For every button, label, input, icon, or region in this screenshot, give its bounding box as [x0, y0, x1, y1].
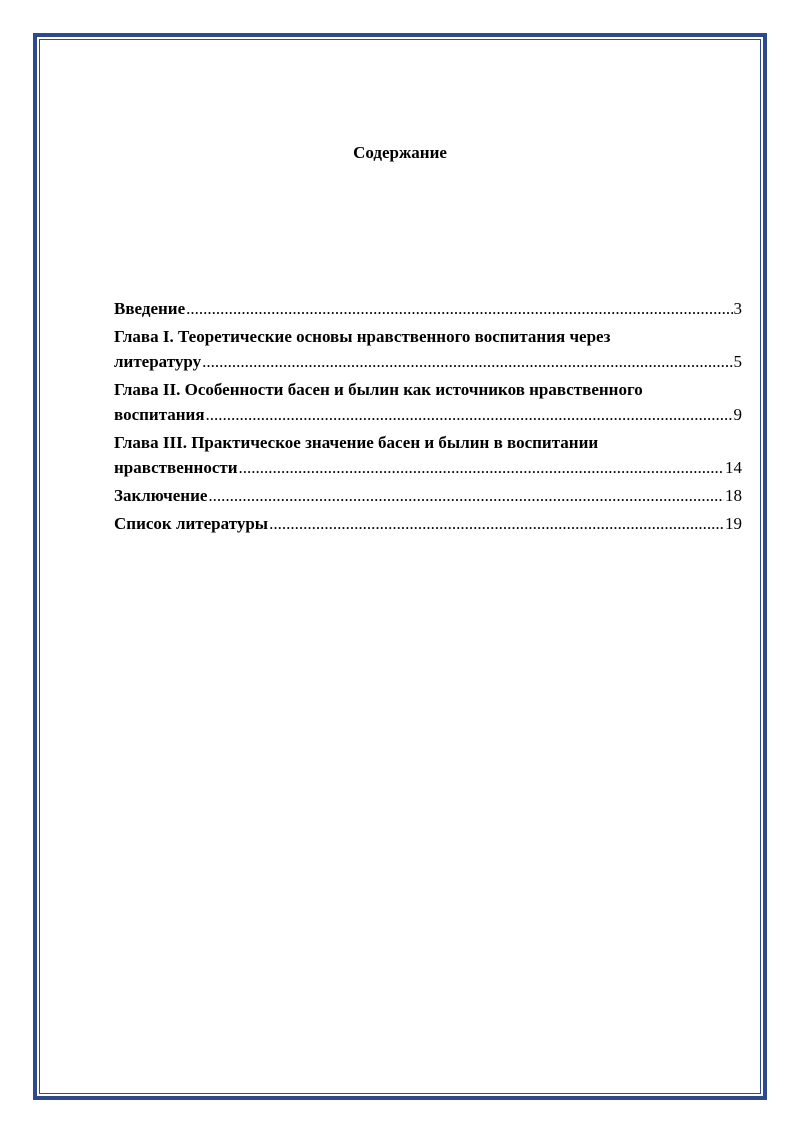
- toc-entry-chapter-3[interactable]: [114, 430, 742, 480]
- toc-dot-leader: [206, 402, 733, 427]
- toc-entry-conclusion[interactable]: [114, 483, 742, 508]
- toc-entry-title-line2: воспитания: [114, 405, 205, 424]
- toc-entry-title-line2: литературу: [114, 352, 202, 371]
- toc-entry-title-line2: нравственности: [114, 458, 238, 477]
- toc-page-number: 3: [733, 299, 742, 318]
- toc-line: [114, 349, 742, 374]
- toc-entry-title: Заключение: [114, 486, 208, 505]
- page-border-inner: [39, 39, 761, 1094]
- toc-entry-references[interactable]: [114, 511, 742, 536]
- toc-entry-chapter-2[interactable]: [114, 377, 742, 427]
- toc-dot-leader: [202, 349, 732, 374]
- toc-entry-title: Введение: [114, 299, 186, 318]
- toc-dot-leader: [186, 296, 732, 321]
- toc-entry-title: Список литературы: [114, 514, 269, 533]
- toc-entry-title-line1: Глава II. Особенности басен и былин как источников нравственного: [114, 380, 643, 399]
- toc-entry-title-line1: Глава III. Практическое значение басен и былин в воспитании: [114, 433, 599, 452]
- table-of-contents: [114, 296, 742, 539]
- toc-line: [114, 455, 742, 480]
- toc-page-number: 9: [733, 405, 742, 424]
- toc-dot-leader: [208, 483, 724, 508]
- toc-entry-title-line1: Глава I. Теоретические основы нравственного воспитания через: [114, 327, 611, 346]
- toc-dot-leader: [269, 511, 724, 536]
- toc-page-number: 19: [725, 514, 742, 533]
- toc-entry-chapter-1[interactable]: [114, 324, 742, 374]
- toc-dot-leader: [239, 455, 724, 480]
- page-title: Содержание: [353, 143, 447, 162]
- toc-page-number: 5: [733, 352, 742, 371]
- toc-line: [114, 296, 742, 321]
- toc-entry-introduction[interactable]: [114, 296, 742, 321]
- toc-line: [114, 511, 742, 536]
- toc-page-number: 14: [725, 458, 742, 477]
- toc-page-number: 18: [725, 486, 742, 505]
- toc-line: [114, 483, 742, 508]
- toc-line: [114, 402, 742, 427]
